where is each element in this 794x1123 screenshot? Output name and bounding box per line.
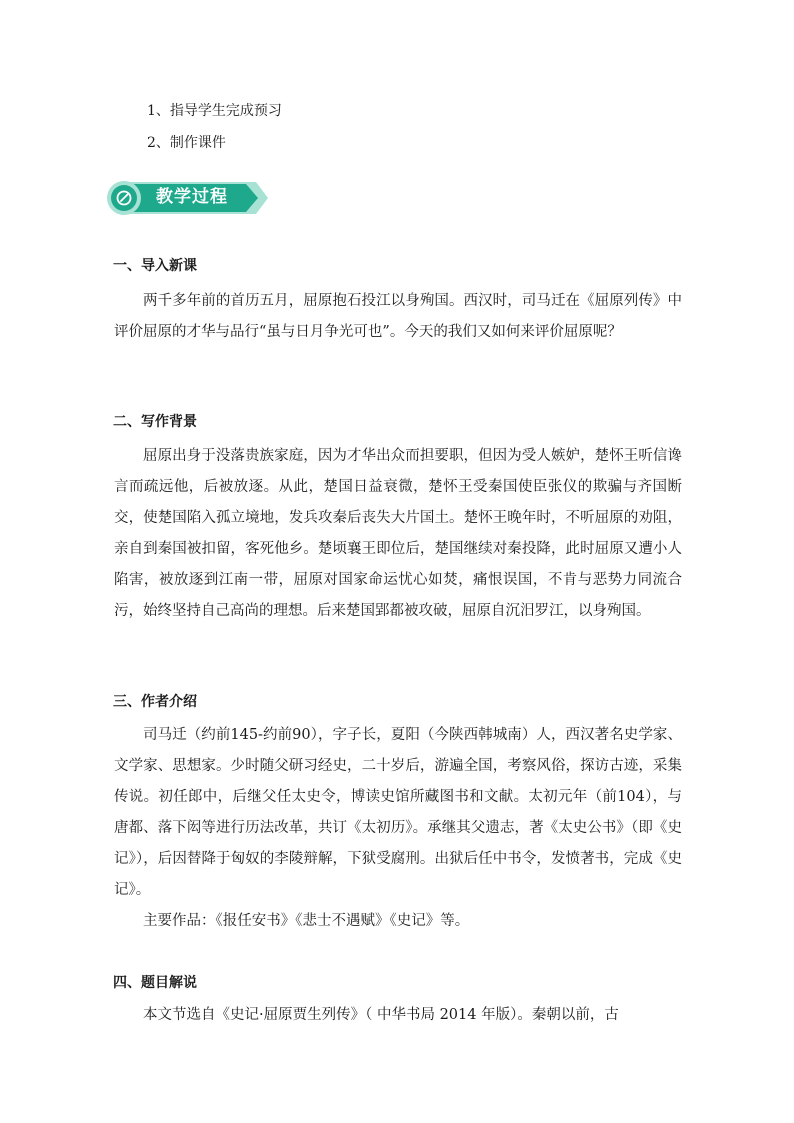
prep-item: 2、制作课件 <box>147 135 226 151</box>
section-paragraph: 两千多年前的首历五月，屈原抱石投江以身殉国。西汉时，司马迁在《屈原列传》中评价屈原的才华与品行“虽与日月争光可也”。今天的我们又如何来评价屈原呢？ <box>114 293 682 340</box>
section-paragraph: 屈原出身于没落贵族家庭，因为才华出众而担要职，但因为受人嫉妒，楚怀王听信谗言而疏远他，后被放逐。从此，楚国日益衰微，楚怀王受秦国使臣张仪的欺骗与齐国断交，使楚国陷入孤立境地，发兵攻秦后丧失大片国土。楚怀王晚年时，不听屈原的劝阻，亲自到秦国被扣留，客死他乡。楚顷襄王即位后，楚国继续对秦投降，此时屈原又遭小人陷害，被放逐到江南一带，屈原对国家命运忧心如焚，痛恨误国，不肯与恶势力同流合污，始终坚持自己高尚的理想。后来楚国郢都被攻破，屈原自沉汨罗江，以身殉国。 <box>114 448 682 619</box>
section-heading: 二、写作背景 <box>113 414 197 430</box>
prep-item: 1、指导学生完成预习 <box>147 103 282 119</box>
section-heading: 一、导入新课 <box>113 258 197 274</box>
section-paragraph: 本文节选自《史记·屈原贾生列传》（ 中华书局 2014 年版）。秦朝以前，古 <box>143 1007 619 1023</box>
section-paragraph: 司马迁（约前145-约前90），字子长，夏阳（今陕西韩城南）人，西汉著名史学家、文学家、思想家。少时随父研习经史，二十岁后，游遍全国，考察风俗，探访古迹，采集传说。初任郎中，后继父任太史令，博读史馆所藏图书和文献。太初元年（前104），与唐都、落下闳等进行历法改革，共订《太初历》。承继其父遗志，著《太史公书》（即《史记》），后因替降于匈奴的李陵辩解，下狱受腐刑。出狱后任中书令，发愤著书，完成《史记》。 <box>114 727 682 898</box>
section-heading: 四、题目解说 <box>113 975 197 991</box>
section-banner <box>106 178 268 218</box>
section-heading: 三、作者介绍 <box>113 694 197 710</box>
section-paragraph: 主要作品：《报任安书》《悲士不遇赋》《史记》等。 <box>143 913 470 929</box>
banner-title: 教学过程 <box>156 187 228 207</box>
